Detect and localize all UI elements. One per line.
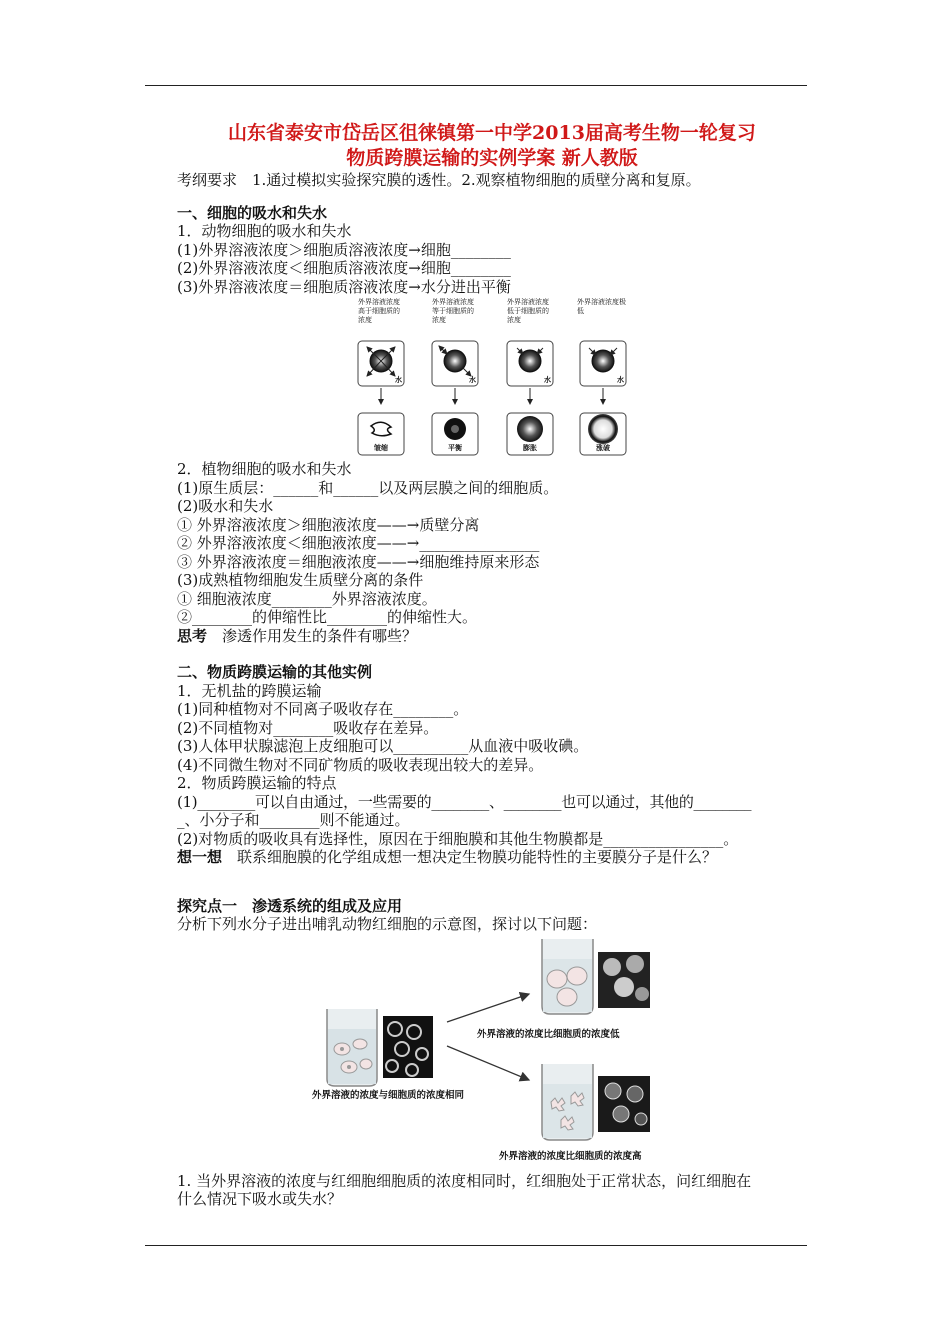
plant-heading: 2．植物细胞的吸水和失水 [177, 460, 352, 478]
plant-item-8: ②________的伸缩性比________的伸缩性大。 [177, 608, 478, 626]
rbc-figure [177, 934, 807, 1164]
panel-2 [432, 341, 478, 455]
animal-cell-diagram [177, 296, 807, 456]
top-rule [145, 85, 807, 86]
panel-3-result: 膨胀 [523, 444, 537, 452]
panel-4 [580, 341, 626, 455]
plant-item-6: (3)成熟植物细胞发生质壁分离的条件 [177, 571, 424, 589]
animal-item-1: (1)外界溶液浓度＞细胞质溶液浓度→细胞________ [177, 240, 511, 259]
s2-item-1: 1．无机盐的跨膜运输 [177, 681, 322, 700]
upper-caption: 外界溶液的浓度比细胞质的浓度低 [477, 1028, 620, 1040]
upper-beaker [542, 939, 650, 1014]
panel-3-top-label: 外界溶液浓度低于细胞质的浓度 [507, 298, 549, 324]
s2-item-3: (2)不同植物对________吸收存在差异。 [177, 718, 439, 737]
plant-item-4: ② 外界溶液浓度＜细胞液浓度——→________________ [177, 534, 540, 552]
left-beaker [327, 1009, 433, 1086]
title-line-1: 山东省泰安市岱岳区徂徕镇第一中学2013届高考生物一轮复习 [228, 122, 756, 144]
think2-label: 想一想 [177, 848, 223, 866]
think-text: 渗透作用发生的条件有哪些？ [207, 626, 418, 645]
panel-2-top-label: 外界溶液浓度等于细胞质的浓度 [432, 298, 474, 324]
bottom-rule [145, 1245, 807, 1246]
plant-item-2: (2)吸水和失水 [177, 497, 274, 515]
panel-1-top-label: 外界溶液浓度高于细胞质的浓度 [358, 298, 400, 324]
s2-item-6: 2．物质跨膜运输的特点 [177, 774, 337, 792]
plant-item-7: ① 细胞液浓度________外界溶液浓度。 [177, 589, 437, 608]
s2-item-4: (3)人体甲状腺滤泡上皮细胞可以__________从血液中吸收碘。 [177, 737, 589, 755]
panel-1 [358, 341, 404, 455]
question-1-line-2: 什么情况下吸水或失水？ [177, 1190, 343, 1208]
explore-intro: 分析下列水分子进出哺乳动物红细胞的示意图，探讨以下问题： [177, 915, 598, 933]
left-caption: 外界溶液的浓度与细胞质的浓度相同 [312, 1089, 465, 1101]
panel-2-result: 平衡 [448, 444, 462, 452]
panel-2-water: 水 [469, 376, 476, 384]
question-1-line-1: 1. 当外界溶液的浓度与红细胞细胞质的浓度相同时，红细胞处于正常状态，问红细胞在 [177, 1171, 752, 1190]
think2-line [177, 848, 807, 867]
s2-item-2: (1)同种植物对不同离子吸收存在________。 [177, 700, 469, 718]
lower-beaker [542, 1064, 650, 1140]
section2-heading: 二、物质跨膜运输的其他实例 [177, 663, 373, 681]
explore-heading: 探究点一 渗透系统的组成及应用 [177, 896, 403, 915]
plant-item-5: ③ 外界溶液浓度＝细胞液浓度——→细胞维持原来形态 [177, 552, 540, 571]
think-line [177, 627, 807, 646]
animal-heading: 1．动物细胞的吸水和失水 [177, 222, 352, 240]
section1-heading: 一、细胞的吸水和失水 [177, 203, 328, 222]
animal-item-2: (2)外界溶液浓度＜细胞质溶液浓度→细胞________ [177, 259, 511, 277]
panel-4-result: 涨破 [596, 444, 610, 452]
animal-cell-figure [177, 296, 807, 456]
panel-1-water: 水 [395, 376, 402, 384]
page-content [177, 120, 807, 1209]
lower-caption: 外界溶液的浓度比细胞质的浓度高 [499, 1150, 642, 1162]
s2-item-7: (1)________可以自由通过，一些需要的________、________也可以通过，其他的________ [177, 792, 752, 811]
plant-item-1: (1)原生质层：______和______以及两层膜之间的细胞质。 [177, 478, 559, 497]
s2-item-8: _、小分子和________则不能通过。 [177, 811, 410, 829]
s2-item-5: (4)不同微生物对不同矿物质的吸收表现出较大的差异。 [177, 755, 544, 774]
think-label: 思考 [177, 626, 208, 645]
panel-3-water: 水 [544, 376, 551, 384]
kaogang-line: 考纲要求 1.通过模拟实验探究膜的透性。2.观察植物细胞的质壁分离和复原。 [177, 171, 701, 189]
title-line-2: 物质跨膜运输的实例学案 新人教版 [346, 147, 638, 169]
panel-4-water: 水 [617, 376, 624, 384]
s2-item-9: (2)对物质的吸收具有选择性，原因在于细胞膜和其他生物膜都是________________。 [177, 829, 739, 848]
panel-1-result: 皱缩 [374, 444, 388, 452]
plant-item-3: ① 外界溶液浓度＞细胞液浓度——→质壁分离 [177, 515, 480, 534]
rbc-diagram [177, 934, 807, 1164]
panel-3 [507, 341, 553, 455]
think2-text: 联系细胞膜的化学组成想一想决定生物膜功能特性的主要膜分子是什么？ [222, 848, 718, 866]
panel-4-top-label: 外界溶液浓度极低 [577, 298, 626, 315]
animal-item-3: (3)外界溶液浓度＝细胞质溶液浓度→水分进出平衡 [177, 277, 511, 296]
